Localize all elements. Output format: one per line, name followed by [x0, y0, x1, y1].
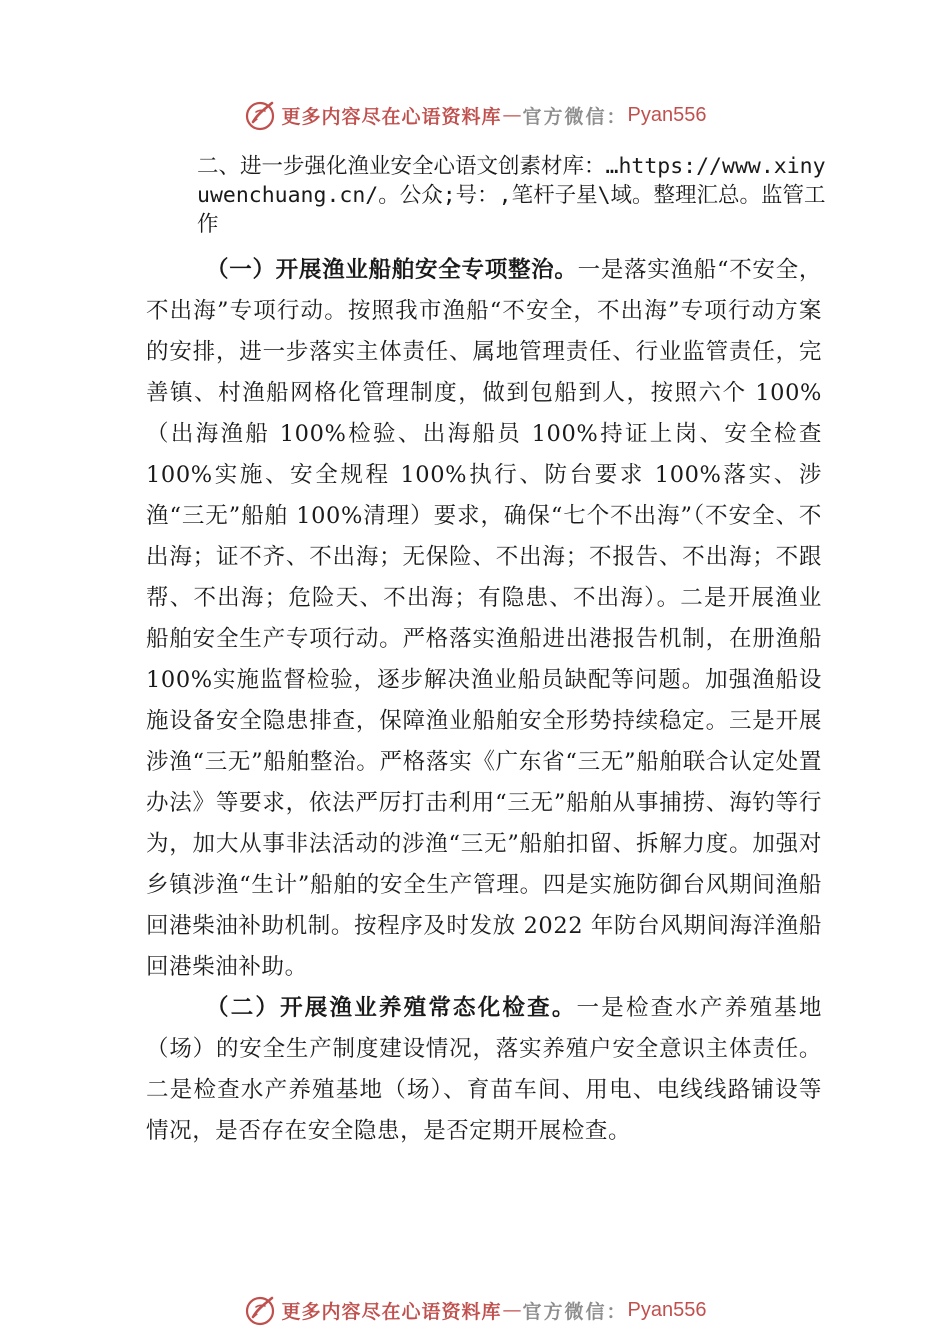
watermark-wechat-id: Pyan556	[627, 1298, 707, 1321]
watermark-main-text: 更多内容尽在心语资料库	[281, 105, 502, 128]
paragraph-text: 一是落实渔船“不安全，不出海”专项行动。按照我市渔船“不安全，不出海”专项行动方案的安排，进一步落实主体责任、属地管理责任、行业监管责任，完善镇、村渔船网格化管理制度，做到包船到人，按照六个 100%（出海渔船 100%检验、出海船员 100%持证上岗、安全检查 100%实施、安全规程 100%执行、防台要求 100%落实、涉渔“三无”船舶 100%清理）要求，确保“七个不出海”（不安全、不出海；证不齐、不出海；无保险、不出海；不报告、不出海；不跟帮、不出海；危险天、不出海；有隐患、不出海）。二是开展渔业船舶安全生产专项行动。严格落实渔船进出港报告机制，在册渔船 100%实施监督检验，逐步解决渔业船员缺配等问题。加强渔船设施设备安全隐患排查，保障渔业船舶安全形势持续稳定。三是开展涉渔“三无”船舶整治。严格落实《广东省“三无”船舶联合认定处置办法》等要求，依法严厉打击利用“三无”船舶从事捕捞、海钓等行为，加大从事非法活动的涉渔“三无”船舶扣留、拆解力度。加强对乡镇涉渔“生计”船舶的安全生产管理。四是实施防御台风期间渔船回港柴油补助机制。按程序及时发放 2022 年防台风期间海洋渔船回港柴油补助。	[146, 257, 822, 980]
paragraph-aquaculture-inspection	[146, 988, 822, 1152]
brush-logo-icon	[244, 98, 278, 132]
paragraph-text: 一是检查水产养殖基地（场）的安全生产制度建设情况，落实养殖户安全意识主体责任。二是检查水产养殖基地（场）、育苗车间、用电、电线线路铺设等情况，是否存在安全隐患，是否定期开展检查。	[146, 995, 822, 1144]
watermark-dash: —	[502, 1299, 522, 1321]
paragraph-lead: （一）开展渔业船舶安全专项整治。	[206, 257, 578, 283]
paragraph-lead: （二）开展渔业养殖常态化检查。	[206, 995, 577, 1021]
watermark-footer	[0, 1290, 950, 1330]
watermark-official-label: 官方微信：	[522, 105, 628, 128]
watermark-official-label: 官方微信：	[522, 1300, 628, 1323]
watermark-header	[0, 95, 950, 135]
section-heading: 二、进一步强化渔业安全心语文创素材库：…https://www.xinyuwenchuang.cn/。公众;号：,笔杆子星\域。整理汇总。监管工作	[197, 154, 826, 237]
watermark-wechat-id: Pyan556	[627, 103, 707, 126]
watermark-dash: —	[502, 104, 522, 126]
paragraph-fishing-vessel-safety	[146, 250, 822, 988]
brush-logo-icon	[244, 1293, 278, 1327]
document-body	[146, 250, 822, 1152]
watermark-main-text: 更多内容尽在心语资料库	[281, 1300, 502, 1323]
